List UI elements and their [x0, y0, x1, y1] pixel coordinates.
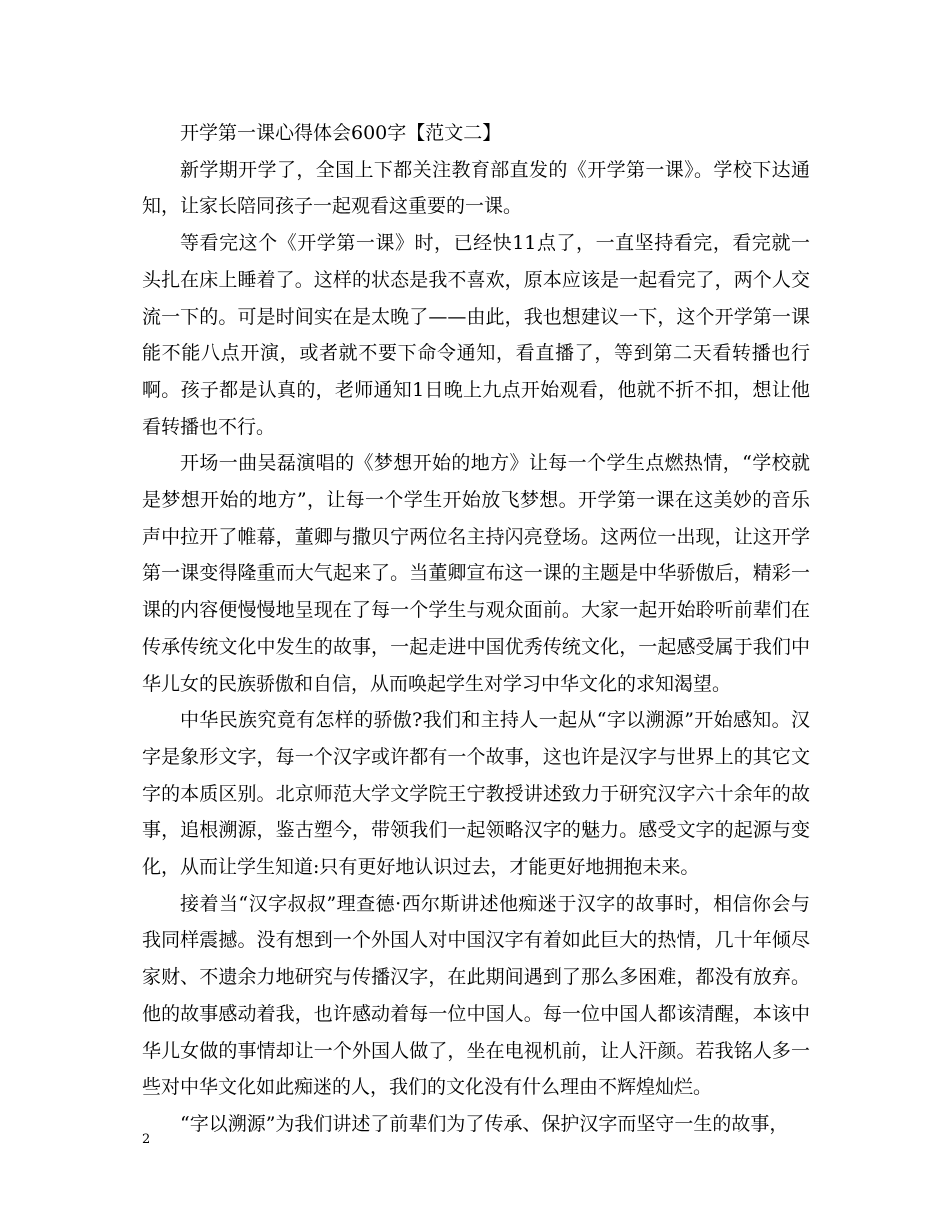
paragraph-6: “字以溯源”为我们讲述了前辈们为了传承、保护汉字而坚守一生的故事，	[180, 1112, 789, 1135]
page-number: 2	[142, 1132, 151, 1147]
document-body	[142, 115, 810, 1143]
paragraph-3: 开场一曲吴磊演唱的《梦想开始的地方》让每一个学生点燃热情，“学校就是梦想开始的地方”，让每一个学生开始放飞梦想。开学第一课在这美妙的音乐声中拉开了帷幕，董卿与撒贝宁两位名主持闪亮登场。这两位一出现，让这开学第一课变得隆重而大气起来了。当董卿宣布这一课的主题是中华骄傲后，精彩一课的内容便慢慢地呈现在了每一个学生与观众面前。大家一起开始聆听前辈们在传承传统文化中发生的故事，一起走进中国优秀传统文化，一起感受属于我们中华儿女的民族骄傲和自信，从而唤起学生对学习中华文化的求知渴望。	[142, 452, 810, 695]
paragraph-1: 新学期开学了，全国上下都关注教育部直发的《开学第一课》。学校下达通知，让家长陪同孩子一起观看这重要的一课。	[142, 158, 810, 218]
paragraph-4: 中华民族究竟有怎样的骄傲?我们和主持人一起从“字以溯源”开始感知。汉字是象形文字，每一个汉字或许都有一个故事，这也许是汉字与世界上的其它文字的本质区别。北京师范大学文学院王宁教授讲述致力于研究汉字六十余年的故事，追根溯源，鉴古塑今，带领我们一起领略汉字的魅力。感受文字的起源与变化，从而让学生知道:只有更好地认识过去，才能更好地拥抱未来。	[142, 709, 810, 879]
paragraph-5: 接着当“汉字叔叔”理查德·西尔斯讲述他痴迷于汉字的故事时，相信你会与我同样震撼。没有想到一个外国人对中国汉字有着如此巨大的热情，几十年倾尽家财、不遗余力地研究与传播汉字，在此期间遇到了那么多困难，都没有放弃。他的故事感动着我，也许感动着每一位中国人。每一位中国人都该清醒，本该中华儿女做的事情却让一个外国人做了，坐在电视机前，让人汗颜。若我铭人多一些对中华文化如此痴迷的人，我们的文化没有什么理由不辉煌灿烂。	[142, 892, 810, 1099]
document-title: 开学第一课心得体会600字【范文二】	[180, 122, 502, 144]
paragraph-2: 等看完这个《开学第一课》时，已经快11点了，一直坚持看完，看完就一头扎在床上睡着了。这样的状态是我不喜欢，原本应该是一起看完了，两个人交流一下的。可是时间实在是太晚了——由此，我也想建议一下，这个开学第一课能不能八点开演，或者就不要下命令通知，看直播了，等到第二天看转播也行啊。孩子都是认真的，老师通知1日晚上九点开始观看，他就不折不扣，想让他看转播也不行。	[142, 232, 810, 438]
